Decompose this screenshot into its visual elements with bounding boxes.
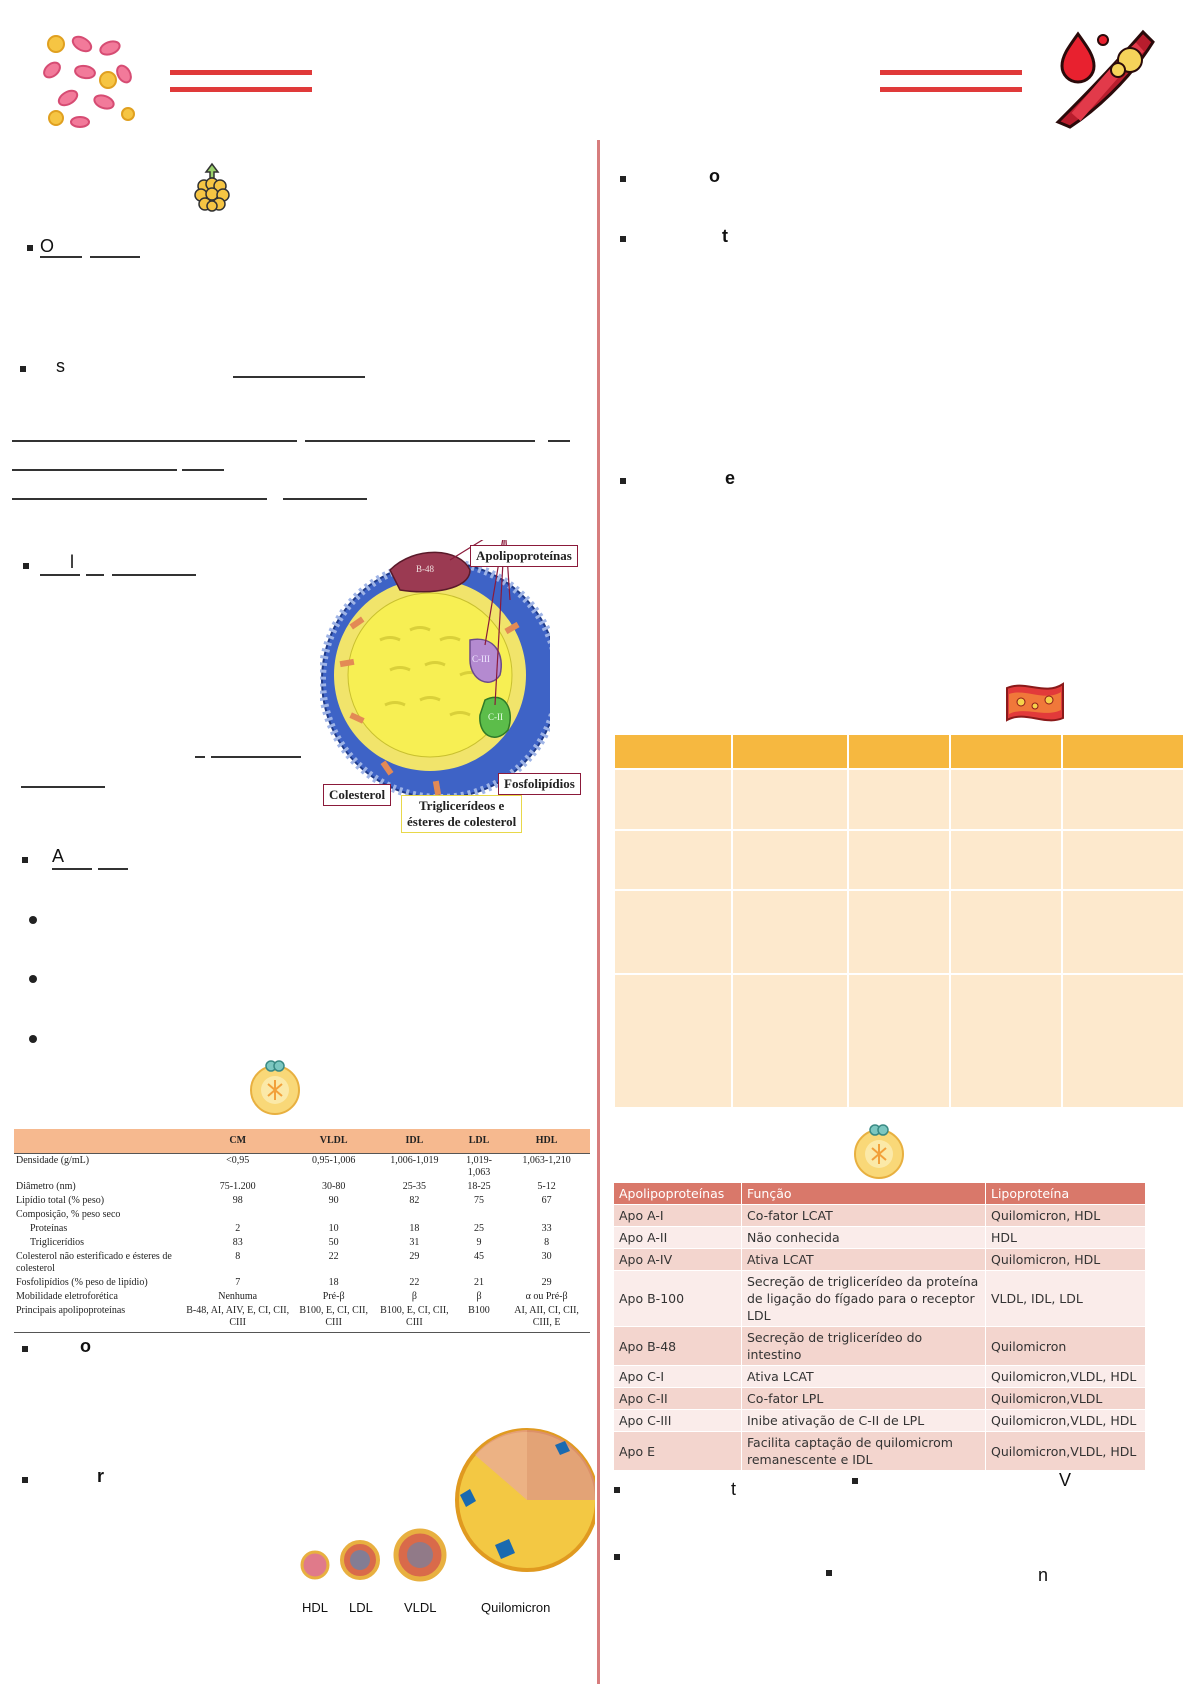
row-label: Fosfolipídios (% peso de lipídio) — [16, 1276, 148, 1288]
bullet-square — [22, 857, 28, 863]
table-cell: Co-fator LPL — [742, 1388, 986, 1410]
underline — [98, 868, 128, 870]
bullet-dot — [29, 916, 37, 924]
underline — [86, 574, 104, 576]
underline — [233, 376, 365, 378]
table-cell: Quilomicron,VLDL, HDL — [986, 1366, 1146, 1388]
table-cell: Apo C-III — [614, 1410, 742, 1432]
table-row — [14, 1180, 590, 1194]
label-cholesterol: Colesterol — [323, 784, 391, 806]
table-cell: 9 — [476, 1236, 482, 1248]
bullet-square — [826, 1570, 832, 1576]
table-cell: Ativa LCAT — [742, 1249, 986, 1271]
bullet-square — [620, 478, 626, 484]
table-cell: Apo A-II — [614, 1227, 742, 1249]
table-header — [848, 734, 950, 769]
table-row — [14, 1208, 590, 1222]
underline — [12, 440, 297, 442]
table-cell: HDL — [986, 1227, 1146, 1249]
column-divider — [597, 140, 600, 1684]
table-row — [14, 1153, 590, 1180]
header-rule-right-bottom — [880, 87, 1022, 92]
table-row — [614, 1227, 1146, 1249]
fragment-n-right: n — [1038, 1565, 1049, 1585]
table-cell: β — [411, 1290, 417, 1302]
apolipoprotein-table — [613, 1182, 1146, 1471]
table-row — [14, 1236, 590, 1250]
table-cell: Quilomicron,VLDL — [986, 1388, 1146, 1410]
table-cell: 10 — [328, 1222, 339, 1234]
size-label-quilomicron: Quilomicron — [481, 1600, 551, 1615]
label-apolipoproteins: Apolipoproteínas — [470, 545, 578, 567]
lipoprotein-sizes-figure — [295, 1425, 595, 1610]
table-cell: B100, E, CI, CII, CIII — [374, 1304, 455, 1333]
underline — [211, 756, 301, 758]
fragment-e-bold-right: e — [725, 468, 736, 488]
table-row — [614, 890, 1184, 974]
table-cell: Apo A-I — [614, 1205, 742, 1227]
bullet-square — [27, 245, 33, 251]
row-label: Principais apolipoproteínas — [14, 1304, 182, 1333]
underline — [90, 256, 140, 258]
table-cell: Inibe ativação de C-II de LPL — [742, 1410, 986, 1432]
lipoprotein-icon — [248, 1060, 302, 1116]
bullet-square — [22, 1346, 28, 1352]
table-cell — [455, 1208, 503, 1222]
apo-b48-text: B-48 — [416, 564, 434, 574]
label-core — [401, 795, 522, 833]
table-cell: 1,006-1,019 — [390, 1154, 439, 1166]
bullet-square — [852, 1478, 858, 1484]
apo-c2-text: C-II — [488, 712, 503, 722]
table-cell: Apo B-100 — [614, 1271, 742, 1327]
table-cell: Apo C-I — [614, 1366, 742, 1388]
table-cell: Quilomicron — [986, 1327, 1146, 1366]
table-cell: Secreção de triglicerídeo da proteína de ligação do fígado para o receptor LDL — [742, 1271, 986, 1327]
table-cell: Apo A-IV — [614, 1249, 742, 1271]
table-row — [614, 1410, 1146, 1432]
table-cell: 29 — [409, 1250, 420, 1262]
bullet-square — [620, 176, 626, 182]
table-cell: 8 — [235, 1250, 241, 1262]
underline — [548, 440, 570, 442]
label-core-line1: Triglicerídeos e — [418, 798, 505, 813]
table-row — [614, 1249, 1146, 1271]
table-header: IDL — [374, 1129, 455, 1153]
underline — [182, 469, 224, 471]
table-row — [614, 1327, 1146, 1366]
fragment-o: O — [40, 236, 55, 256]
row-label: Proteínas — [30, 1222, 68, 1234]
label-phospholipids: Fosfolipídios — [498, 773, 581, 795]
underline — [21, 786, 105, 788]
table-row — [14, 1276, 590, 1290]
bullet-dot — [29, 1035, 37, 1043]
table-cell — [503, 1208, 590, 1222]
table-row — [614, 1205, 1146, 1227]
size-label-hdl: HDL — [302, 1600, 329, 1615]
table-cell: 50 — [328, 1236, 339, 1248]
header-rule-left-top — [170, 70, 312, 75]
lipoprotein-composition-table — [14, 1129, 590, 1333]
bullet-square — [22, 1477, 28, 1483]
table-cell: 25-35 — [402, 1180, 427, 1192]
fragment-a: A — [52, 846, 65, 866]
table-cell: 29 — [541, 1276, 552, 1288]
table-cell: 2 — [235, 1222, 241, 1234]
table-cell: 22 — [409, 1276, 420, 1288]
table-cell: <0,95 — [226, 1154, 250, 1166]
table-cell: 90 — [328, 1194, 339, 1206]
table-cell: β — [476, 1290, 482, 1302]
table-cell: Pré-β — [322, 1290, 345, 1302]
artery-plaque-icon — [1048, 22, 1158, 130]
row-label: Densidade (g/mL) — [16, 1154, 90, 1166]
row-label: Triglicerídios — [30, 1236, 85, 1248]
fragment-t-bold-right: t — [722, 226, 728, 246]
table-row — [614, 1271, 1146, 1327]
table-cell: 67 — [541, 1194, 552, 1206]
table-cell: Quilomicron,VLDL, HDL — [986, 1410, 1146, 1432]
table-cell: 30 — [541, 1250, 552, 1262]
table-row — [14, 1290, 590, 1304]
table-header: Lipoproteína — [986, 1183, 1146, 1205]
table-cell: 33 — [541, 1222, 552, 1234]
table-header-row — [614, 1183, 1146, 1205]
table-header: VLDL — [293, 1129, 374, 1153]
table-row — [14, 1250, 590, 1276]
table-cell: VLDL, IDL, LDL — [986, 1271, 1146, 1327]
table-row — [14, 1194, 590, 1208]
table-cell: Facilita captação de quilomicrom remanescente e IDL — [742, 1432, 986, 1471]
table-header — [1062, 734, 1184, 769]
table-cell: Secreção de triglicerídeo do intestino — [742, 1327, 986, 1366]
row-label: Mobilidade eletroforética — [16, 1290, 118, 1302]
table-row — [614, 1366, 1146, 1388]
table-cell: 82 — [409, 1194, 420, 1206]
table-header-row — [614, 734, 1184, 769]
row-label: Diâmetro (nm) — [16, 1180, 76, 1192]
table-cell: 18 — [409, 1222, 420, 1234]
table-row — [14, 1222, 590, 1236]
table-cell: Quilomicron, HDL — [986, 1205, 1146, 1227]
fragment-v-right: V — [1059, 1470, 1072, 1490]
table-row — [614, 974, 1184, 1108]
bullet-square — [23, 563, 29, 569]
apo-c3-text: C-III — [472, 654, 490, 664]
table-cell: Apo B-48 — [614, 1327, 742, 1366]
table-cell: 8 — [544, 1236, 550, 1248]
table-cell: α ou Pré-β — [525, 1290, 568, 1302]
underline — [12, 469, 177, 471]
table-cell: 18 — [328, 1276, 339, 1288]
fragment-o-bold: o — [80, 1336, 91, 1356]
underline — [305, 440, 535, 442]
table-cell: B100 — [455, 1304, 503, 1333]
table-header — [614, 734, 732, 769]
size-label-ldl: LDL — [349, 1600, 373, 1615]
table-cell: 25 — [473, 1222, 484, 1234]
table-cell: 75 — [473, 1194, 484, 1206]
table-cell: 98 — [232, 1194, 243, 1206]
table-cell: Quilomicron, HDL — [986, 1249, 1146, 1271]
table-cell: 7 — [235, 1276, 241, 1288]
table-row — [614, 769, 1184, 830]
row-label: Lipídio total (% peso) — [16, 1194, 105, 1206]
table-header: LDL — [455, 1129, 503, 1153]
table-header — [732, 734, 848, 769]
table-cell: Nenhuma — [218, 1290, 258, 1302]
table-cell: AI, AII, CI, CII, CIII, E — [503, 1304, 590, 1333]
fragment-o-bold-right: o — [709, 166, 720, 186]
bullet-square — [620, 236, 626, 242]
fragment-l: l — [70, 552, 74, 572]
table-row — [614, 1432, 1146, 1471]
table-cell — [374, 1208, 455, 1222]
table-cell: Ativa LCAT — [742, 1366, 986, 1388]
table-cell: Não conhecida — [742, 1227, 986, 1249]
underline — [40, 574, 80, 576]
header-rule-left-bottom — [170, 87, 312, 92]
table-header: Apolipoproteínas — [614, 1183, 742, 1205]
bullet-square — [614, 1487, 620, 1493]
table-header: HDL — [503, 1129, 590, 1153]
row-label: Colesterol não esterificado e ésteres de colesterol — [16, 1250, 172, 1274]
table-cell: Quilomicron,VLDL, HDL — [986, 1432, 1146, 1471]
table-header: Função — [742, 1183, 986, 1205]
table-cell: Co-fator LCAT — [742, 1205, 986, 1227]
header-rule-right-top — [880, 70, 1022, 75]
table-cell — [293, 1208, 374, 1222]
table-cell: 21 — [473, 1276, 484, 1288]
table-cell: 30-80 — [321, 1180, 346, 1192]
underline — [40, 256, 82, 258]
table-cell: Apo E — [614, 1432, 742, 1471]
fragment-t-right: t — [731, 1479, 737, 1499]
underline — [195, 756, 205, 758]
table-cell: 75-1.200 — [219, 1180, 256, 1192]
bullet-dot — [29, 975, 37, 983]
underline — [52, 868, 92, 870]
underline — [12, 498, 267, 500]
orange-comparison-table — [613, 733, 1185, 1109]
blood-cells-icon — [40, 30, 140, 130]
table-cell: 5-12 — [537, 1180, 556, 1192]
underline — [283, 498, 367, 500]
fragment-r-bold: r — [97, 1466, 105, 1486]
table-cell: 31 — [409, 1236, 420, 1248]
table-cell: 22 — [328, 1250, 339, 1262]
raspberry-cell-icon — [192, 162, 232, 212]
table-cell: 0,95-1,006 — [311, 1154, 356, 1166]
bullet-square — [20, 366, 26, 372]
table-cell: Apo C-II — [614, 1388, 742, 1410]
table-cell: 1,063-1,210 — [522, 1154, 571, 1166]
size-label-vldl: VLDL — [404, 1600, 437, 1615]
table-row — [614, 830, 1184, 890]
table-cell: B-48, AI, AIV, E, CI, CII, CIII — [182, 1304, 293, 1333]
table-header — [950, 734, 1062, 769]
table-cell: 18-25 — [467, 1180, 491, 1192]
table-row — [614, 1388, 1146, 1410]
label-core-line2: ésteres de colesterol — [407, 814, 517, 829]
table-header: CM — [182, 1129, 293, 1153]
underline — [112, 574, 196, 576]
table-cell: 1,019-1,063 — [466, 1154, 492, 1178]
fragment-s: s — [56, 356, 65, 376]
table-cell: 83 — [232, 1236, 243, 1248]
bullet-square — [614, 1554, 620, 1560]
table-header — [14, 1129, 182, 1153]
table-header-row — [14, 1129, 590, 1153]
table-cell: 45 — [473, 1250, 484, 1262]
table-cell — [182, 1208, 293, 1222]
row-label: Composição, % peso seco — [16, 1208, 121, 1220]
lipoprotein-icon — [852, 1124, 906, 1180]
vessel-icon — [1005, 678, 1065, 726]
table-row — [14, 1304, 590, 1333]
table-cell: B100, E, CI, CII, CIII — [293, 1304, 374, 1333]
